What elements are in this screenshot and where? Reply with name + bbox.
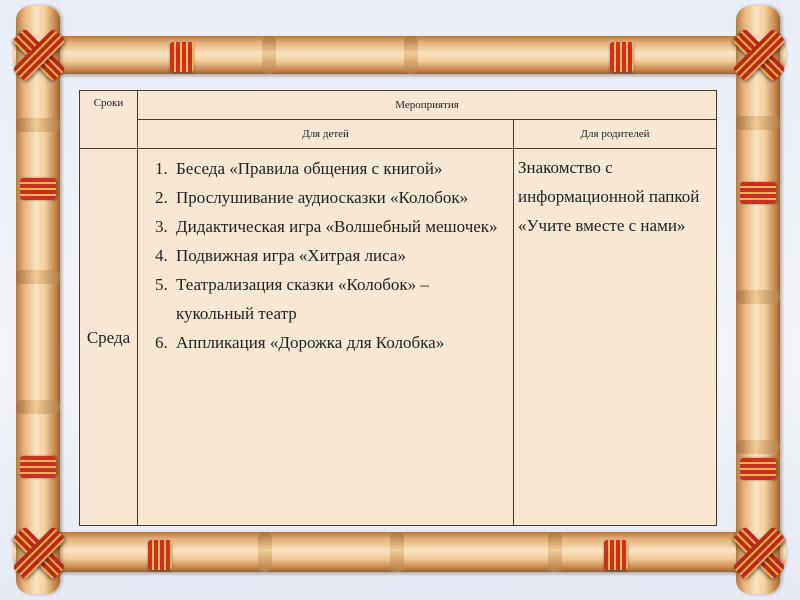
ribbon-band: [740, 182, 776, 204]
bamboo-node: [736, 440, 780, 454]
parents-activity-cell: [514, 149, 717, 526]
header-terms: [80, 91, 138, 149]
day-cell: [80, 149, 138, 526]
parents-activity-text: Знакомство с информационной папкой «Учите вместе с нами»: [518, 158, 700, 235]
ribbon-band: [170, 42, 194, 72]
bamboo-node: [258, 532, 272, 572]
bamboo-pole-left: [16, 6, 60, 594]
bamboo-node: [390, 532, 404, 572]
header-for-parents: [514, 120, 717, 149]
list-item: 1. Беседа «Правила общения с книгой»: [172, 154, 507, 183]
list-item: 3. Дидактическая игра «Волшебный мешочек»: [172, 212, 507, 241]
table-header-row: [80, 91, 717, 120]
corner-tie-bottom-right: [736, 530, 782, 576]
bamboo-pole-top: [14, 36, 786, 74]
children-activities-list: [138, 149, 513, 357]
day-label: Среда: [86, 327, 131, 347]
bamboo-node: [404, 36, 418, 74]
bamboo-node: [736, 290, 780, 304]
ribbon-band: [604, 540, 628, 570]
header-events: [138, 91, 717, 120]
ribbon-band: [610, 42, 634, 72]
list-item: 5. Театрализация сказки «Колобок» – кукольный театр: [172, 270, 507, 328]
bamboo-node: [16, 400, 60, 414]
ribbon-band: [20, 178, 56, 200]
list-item: 2. Прослушивание аудиосказки «Колобок»: [172, 183, 507, 212]
list-item: 4. Подвижная игра «Хитрая лиса»: [172, 241, 507, 270]
ribbon-band: [20, 456, 56, 478]
header-terms-label: Сроки: [93, 97, 124, 109]
ribbon-band: [148, 540, 172, 570]
table-subheader-row: [80, 120, 717, 149]
corner-tie-top-right: [736, 32, 782, 78]
bamboo-node: [16, 118, 60, 132]
table-row: [80, 149, 717, 526]
bamboo-node: [548, 532, 562, 572]
header-for-parents-label: Для родителей: [580, 128, 650, 140]
ribbon-band: [740, 458, 776, 480]
corner-tie-top-left: [16, 32, 62, 78]
header-for-children: [138, 120, 514, 149]
bamboo-node: [262, 36, 276, 74]
events-table: [79, 90, 717, 526]
bamboo-node: [736, 116, 780, 130]
corner-tie-bottom-left: [16, 530, 62, 576]
header-events-label: Мероприятия: [395, 99, 459, 111]
header-for-children-label: Для детей: [302, 128, 349, 140]
bamboo-node: [16, 270, 60, 284]
list-item: 6. Аппликация «Дорожка для Колобка»: [172, 328, 507, 357]
children-activities-cell: [138, 149, 514, 526]
